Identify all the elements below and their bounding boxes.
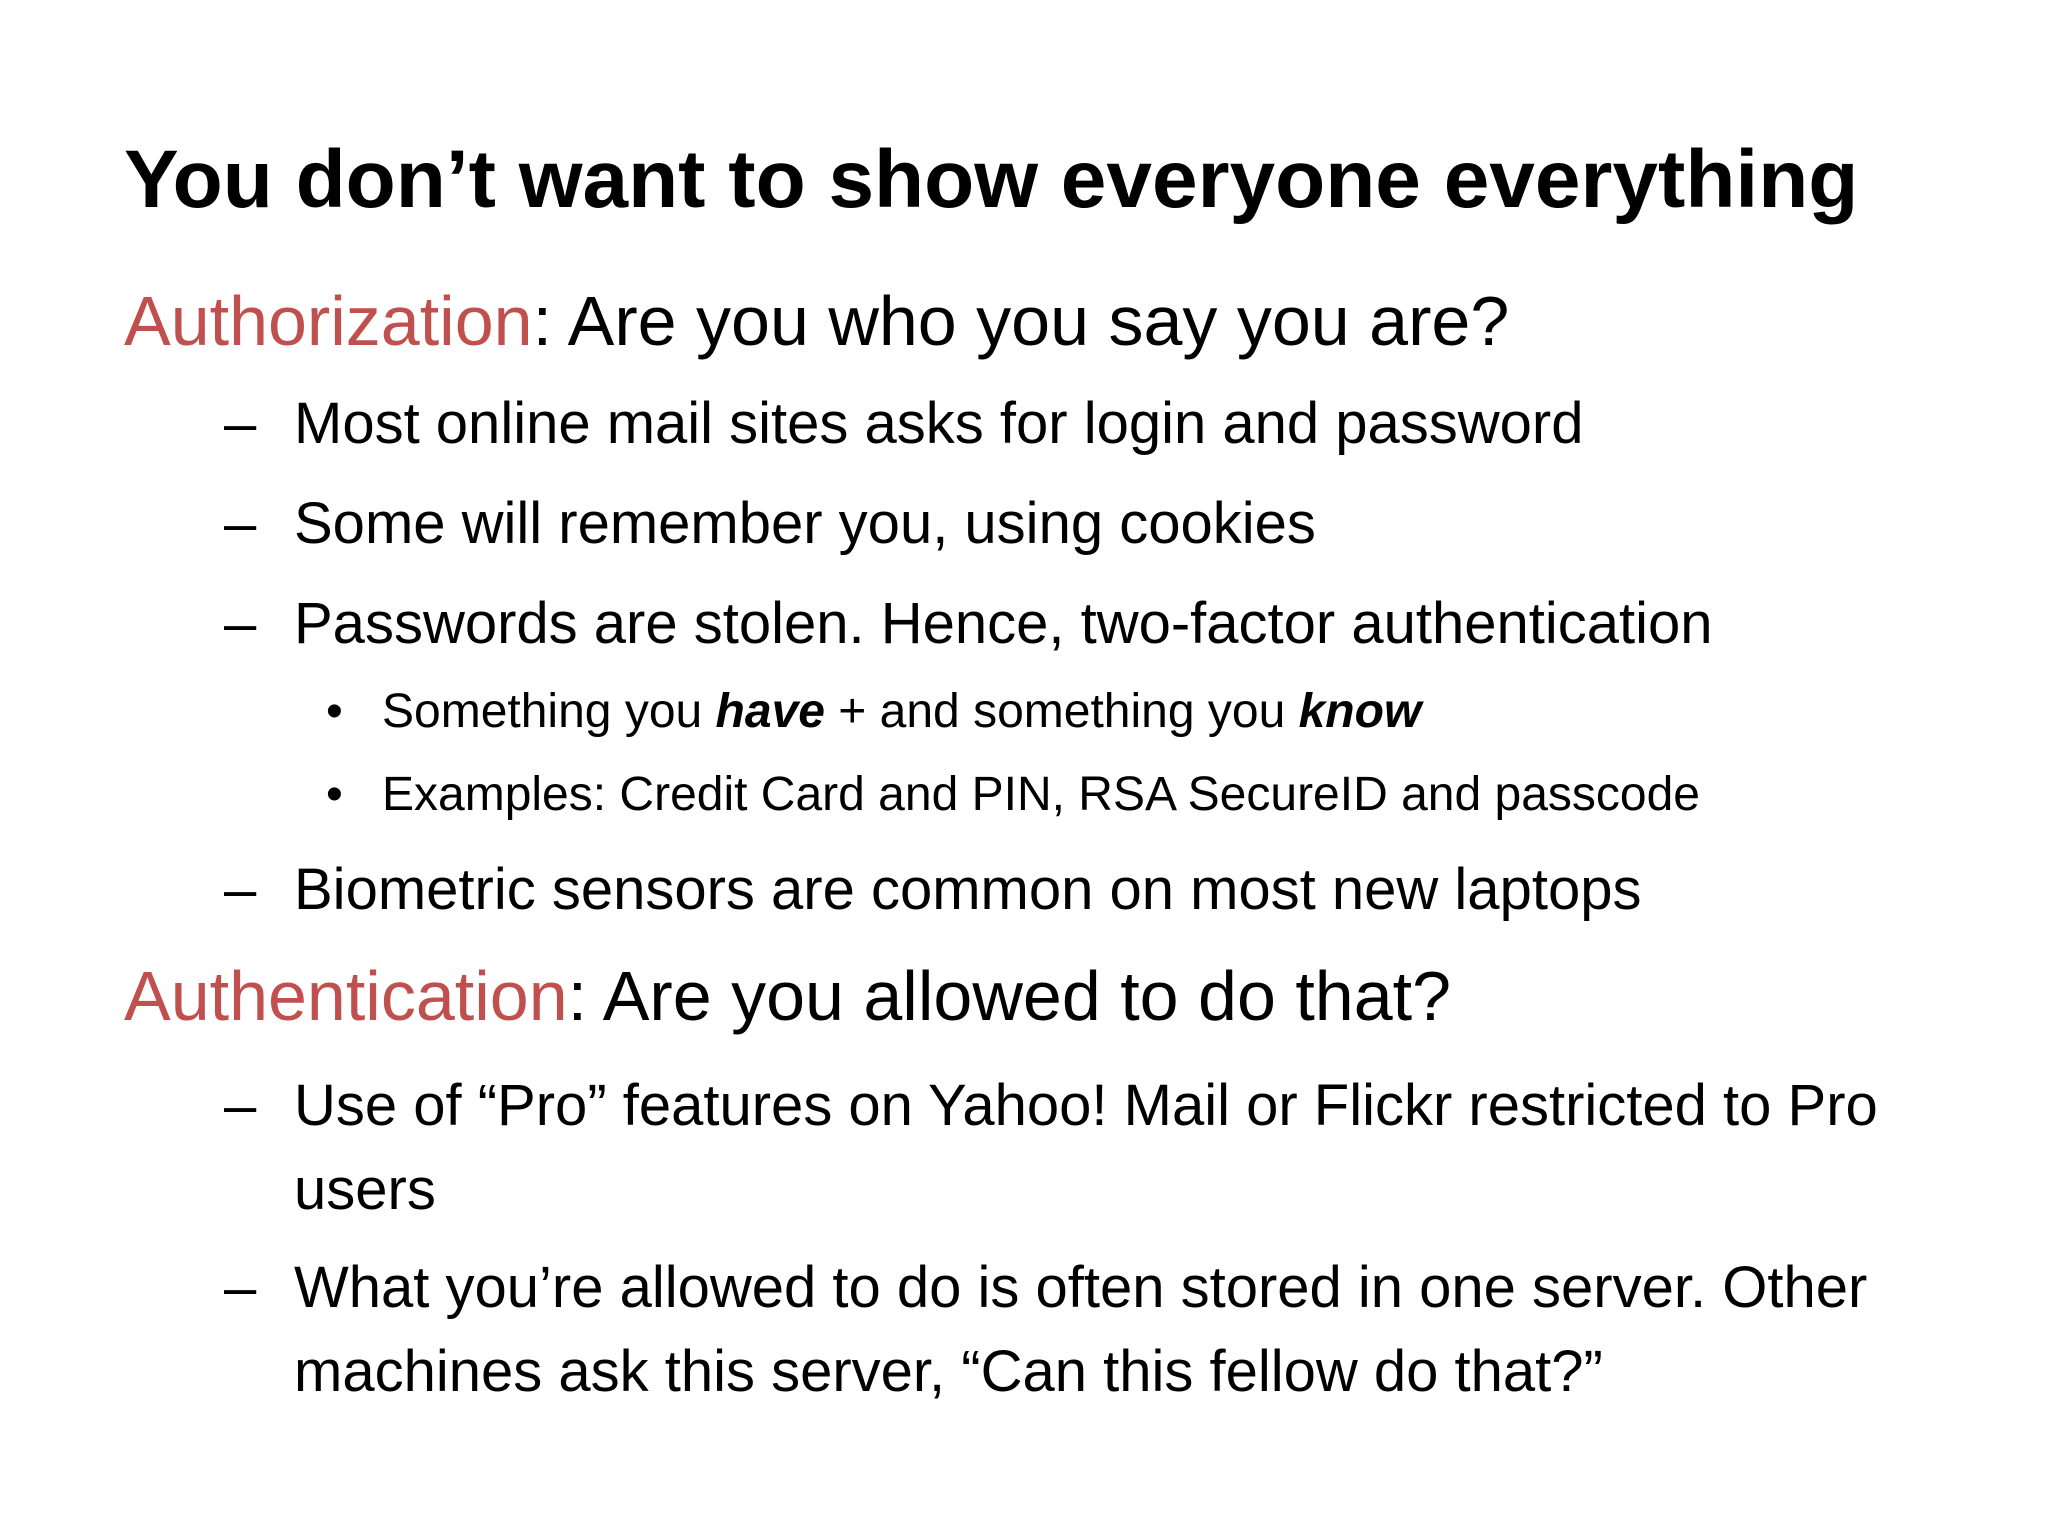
list-item-text: Biometric sensors are common on most new laptops: [294, 857, 1642, 922]
list-item: [224, 382, 1994, 466]
list-item-text: Most online mail sites asks for login and password: [294, 391, 1584, 456]
list-item: [224, 1064, 1994, 1232]
dash-marker: –: [224, 1255, 257, 1320]
dash-marker: –: [224, 391, 257, 456]
list-item-text: Some will remember you, using cookies: [294, 491, 1316, 556]
list-item: [224, 1246, 1994, 1414]
list-item: [224, 848, 1994, 932]
authorization-heading: [124, 278, 1509, 364]
list-item-text: Passwords are stolen. Hence, two-factor authentication: [294, 591, 1713, 656]
slide-title: You don’t want to show everyone everything: [124, 134, 1859, 225]
authorization-question: : Are you who you say you are?: [532, 282, 1510, 360]
emphasis-have: have: [715, 685, 825, 738]
emphasis-know: know: [1298, 685, 1422, 738]
text-part: Something you: [382, 685, 716, 738]
list-item: [224, 582, 1994, 666]
text-part: + and something you: [824, 685, 1299, 738]
authentication-term: Authentication: [124, 957, 568, 1035]
list-item-text: Use of “Pro” features on Yahoo! Mail or Flickr restricted to Pro users: [294, 1073, 1878, 1222]
list-item: [224, 482, 1994, 566]
list-item-text: What you’re allowed to do is often stored in one server. Other machines ask this server, “Can this fellow do that?”: [294, 1255, 1868, 1404]
sub-list-item: [326, 763, 1700, 827]
sub-list-item-text: [382, 680, 1421, 744]
authorization-term: Authorization: [124, 282, 533, 360]
bullet-marker: •: [326, 685, 343, 738]
authentication-question: : Are you allowed to do that?: [567, 957, 1452, 1035]
bullet-marker: •: [326, 768, 343, 821]
dash-marker: –: [224, 491, 257, 556]
dash-marker: –: [224, 591, 257, 656]
dash-marker: –: [224, 857, 257, 922]
sub-list-item-text: Examples: Credit Card and PIN, RSA SecureID and passcode: [382, 768, 1700, 821]
sub-list-item: [326, 680, 1421, 744]
dash-marker: –: [224, 1073, 257, 1138]
authentication-heading: [124, 953, 1451, 1039]
